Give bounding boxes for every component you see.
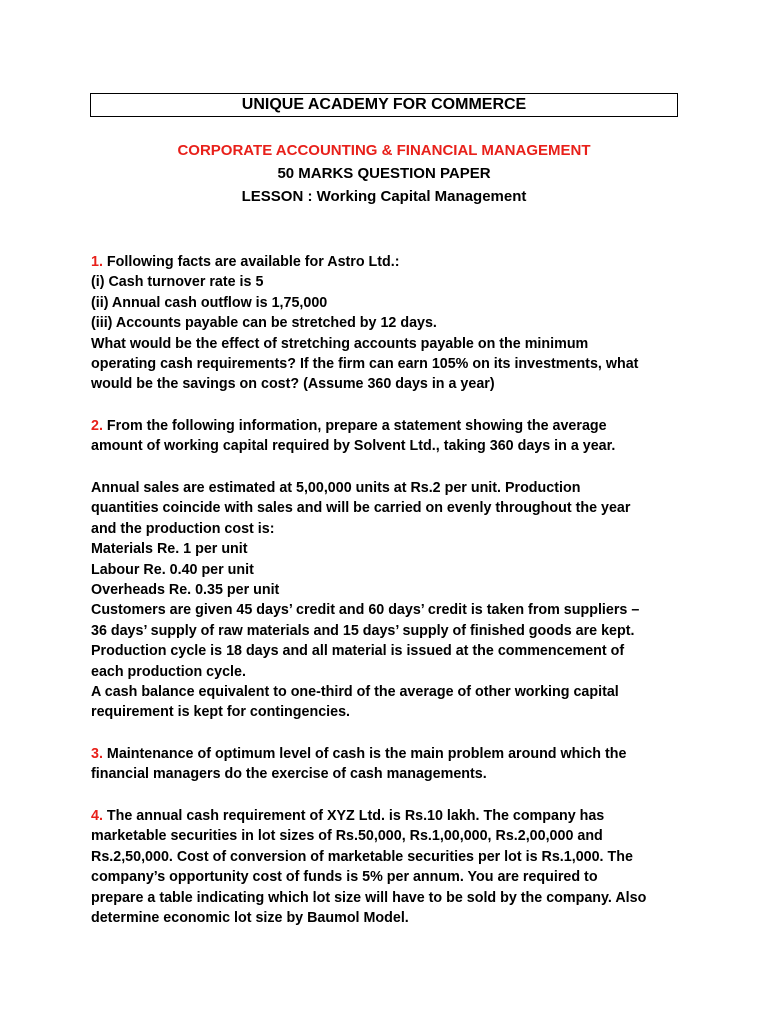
- question-3: [91, 744, 691, 785]
- question-line: marketable securities in lot sizes of Rs.50,000, Rs.1,00,000, Rs.2,00,000 and: [91, 828, 603, 845]
- question-line: 1. Following facts are available for Astro Ltd.:: [91, 254, 400, 270]
- question-line: financial managers do the exercise of cash managements.: [91, 766, 487, 783]
- question-number: 1.: [91, 254, 103, 270]
- question-line: prepare a table indicating which lot size will have to be sold by the company. Also: [91, 889, 647, 906]
- question-line: (iii) Accounts payable can be stretched by 12 days.: [91, 315, 437, 332]
- question-line: company’s opportunity cost of funds is 5% per annum. You are required to: [91, 869, 598, 886]
- question-1: [91, 252, 691, 395]
- detail-line: Annual sales are estimated at 5,00,000 units at Rs.2 per unit. Production: [91, 480, 581, 496]
- detail-line: Materials Re. 1 per unit: [91, 541, 248, 558]
- question-line: (i) Cash turnover rate is 5: [91, 274, 264, 291]
- institute-title-box: [90, 93, 678, 117]
- question-2: [91, 416, 691, 457]
- question-line: 3. Maintenance of optimum level of cash is the main problem around which the: [91, 746, 627, 762]
- question-line: determine economic lot size by Baumol Model.: [91, 910, 409, 927]
- subject-heading: CORPORATE ACCOUNTING & FINANCIAL MANAGEMENT: [177, 142, 591, 159]
- question-line: 4. The annual cash requirement of XYZ Ltd. is Rs.10 lakh. The company has: [91, 808, 605, 824]
- question-line: amount of working capital required by Solvent Ltd., taking 360 days in a year.: [91, 438, 616, 455]
- detail-line: quantities coincide with sales and will be carried on evenly throughout the year: [91, 500, 631, 517]
- question-line: would be the savings on cost? (Assume 360 days in a year): [91, 376, 495, 393]
- lesson-heading: LESSON : Working Capital Management: [241, 188, 527, 205]
- question-4: [91, 806, 691, 928]
- question-line: (ii) Annual cash outflow is 1,75,000: [91, 294, 328, 311]
- question-2-details: [91, 478, 691, 723]
- question-line: Rs.2,50,000. Cost of conversion of marketable securities per lot is Rs.1,000. The: [91, 848, 633, 865]
- detail-line: Production cycle is 18 days and all material is issued at the commencement of: [91, 643, 625, 660]
- question-line: operating cash requirements? If the firm can earn 105% on its investments, what: [91, 356, 639, 373]
- question-number: 2.: [91, 418, 103, 434]
- question-line: 2. From the following information, prepare a statement showing the average: [91, 418, 607, 434]
- detail-line: Labour Re. 0.40 per unit: [91, 561, 254, 578]
- detail-line: A cash balance equivalent to one-third of the average of other working capital: [91, 684, 619, 701]
- question-number: 3.: [91, 746, 103, 762]
- institute-title: UNIQUE ACADEMY FOR COMMERCE: [241, 96, 527, 113]
- detail-line: Overheads Re. 0.35 per unit: [91, 582, 280, 599]
- detail-line: requirement is kept for contingencies.: [91, 704, 350, 721]
- detail-line: and the production cost is:: [91, 520, 275, 537]
- question-line: What would be the effect of stretching accounts payable on the minimum: [91, 335, 589, 352]
- detail-line: 36 days’ supply of raw materials and 15 days’ supply of finished goods are kept.: [91, 622, 635, 639]
- paper-heading: 50 MARKS QUESTION PAPER: [277, 165, 491, 182]
- detail-line: each production cycle.: [91, 663, 246, 680]
- question-number: 4.: [91, 808, 103, 824]
- detail-line: Customers are given 45 days’ credit and 60 days’ credit is taken from suppliers –: [91, 602, 640, 619]
